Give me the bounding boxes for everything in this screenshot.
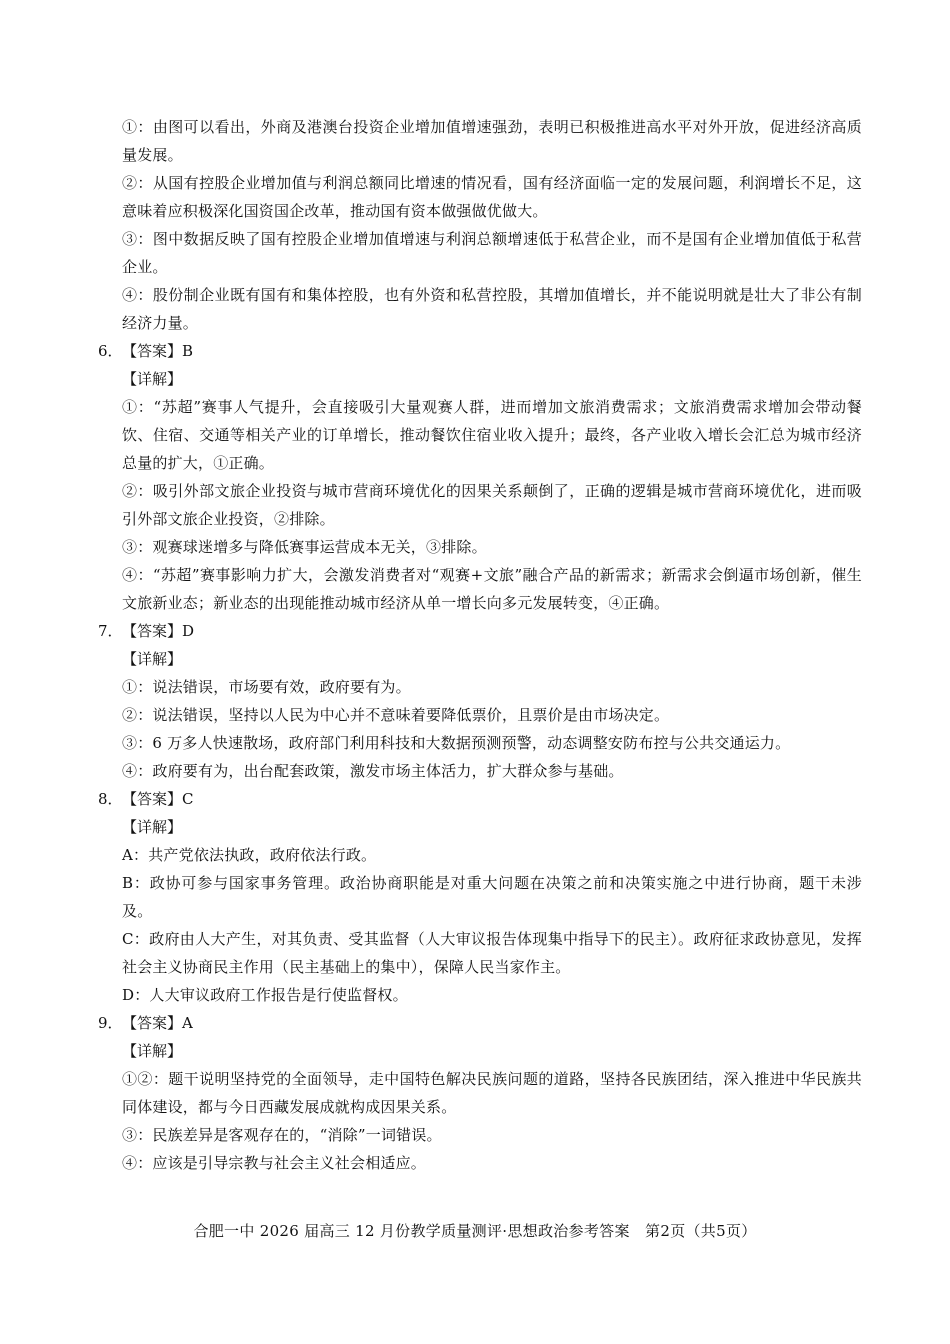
detail-label: 【详解】 xyxy=(122,818,183,836)
question-number: 6． xyxy=(98,342,123,360)
explanation-line: ③：民族差异是客观存在的，“消除”一词错误。 xyxy=(122,1126,442,1144)
question-number: 7． xyxy=(98,622,123,640)
explanation-line: ①：由图可以看出，外商及港澳台投资企业增加值增速强劲，表明已积极推进高水平对外开放，促进经济高质量发展。 xyxy=(122,118,862,164)
explanation-line: ①：说法错误，市场要有效，政府要有为。 xyxy=(122,678,411,696)
question-8 xyxy=(98,785,862,1009)
explanation-line: ②：从国有控股企业增加值与利润总额同比增速的情况看，国有经济面临一定的发展问题，利润增长不足，这意味着应积极深化国资国企改革，推动国有资本做强做优做大。 xyxy=(122,174,862,220)
explanation-line: ②：说法错误，坚持以人民为中心并不意味着要降低票价，且票价是由市场决定。 xyxy=(122,706,670,724)
question-9 xyxy=(98,1009,862,1177)
question-number: 8． xyxy=(98,790,123,808)
explanation-line: D：人大审议政府工作报告是行使监督权。 xyxy=(122,986,408,1004)
question-number: 9． xyxy=(98,1014,123,1032)
page-footer: 合肥一中 2026 届高三 12 月份教学质量测评·思想政治参考答案 第2页（共5页） xyxy=(193,1222,757,1240)
explanation-line: A：共产党依法执政，政府依法行政。 xyxy=(122,846,377,864)
explanation-line: ①②：题干说明坚持党的全面领导，走中国特色解决民族问题的道路，坚持各民族团结，深入推进中华民族共同体建设，都与今日西藏发展成就构成因果关系。 xyxy=(122,1070,862,1116)
explanation-line: ④：股份制企业既有国有和集体控股，也有外资和私营控股，其增加值增长，并不能说明就是壮大了非公有制经济力量。 xyxy=(122,286,862,332)
answer-label: 【答案】C xyxy=(122,790,194,808)
answer-label: 【答案】B xyxy=(122,342,194,360)
page-content xyxy=(98,113,862,1177)
explanation-line: ③：图中数据反映了国有控股企业增加值增速与利润总额增速低于私营企业，而不是国有企业增加值低于私营企业。 xyxy=(122,230,862,276)
explanation-line: ①：“苏超”赛事人气提升，会直接吸引大量观赛人群，进而增加文旅消费需求；文旅消费需求增加会带动餐饮、住宿、交通等相关产业的订单增长，推动餐饮住宿业收入提升；最终，各产业收入增长会汇总为城市经济总量的扩大，①正确。 xyxy=(122,398,862,472)
question-7 xyxy=(98,617,862,785)
detail-label: 【详解】 xyxy=(122,1042,183,1060)
answer-label: 【答案】D xyxy=(122,622,195,640)
explanation-line: B：政协可参与国家事务管理。政治协商职能是对重大问题在决策之前和决策实施之中进行协商，题干未涉及。 xyxy=(122,874,862,920)
explanation-line: ④：应该是引导宗教与社会主义社会相适应。 xyxy=(122,1154,427,1172)
explanation-line: C：政府由人大产生，对其负责、受其监督（人大审议报告体现集中指导下的民主）。政府征求政协意见，发挥社会主义协商民主作用（民主基础上的集中），保障人民当家作主。 xyxy=(122,930,862,976)
explanation-line: ③：观赛球迷增多与降低赛事运营成本无关，③排除。 xyxy=(122,538,487,556)
explanation-line: ④：政府要有为，出台配套政策，激发市场主体活力，扩大群众参与基础。 xyxy=(122,762,624,780)
answer-label: 【答案】A xyxy=(122,1014,193,1032)
explanation-line: ②：吸引外部文旅企业投资与城市营商环境优化的因果关系颠倒了，正确的逻辑是城市营商环境优化，进而吸引外部文旅企业投资，②排除。 xyxy=(122,482,862,528)
detail-label: 【详解】 xyxy=(122,650,183,668)
detail-label: 【详解】 xyxy=(122,370,183,388)
question-6 xyxy=(98,337,862,617)
explanation-line: ③：6 万多人快速散场，政府部门利用科技和大数据预测预警，动态调整安防布控与公共交通运力。 xyxy=(122,734,791,752)
intro-explanations xyxy=(122,113,862,337)
explanation-line: ④：“苏超”赛事影响力扩大，会激发消费者对“观赛+文旅”融合产品的新需求；新需求会倒逼市场创新，催生文旅新业态；新业态的出现能推动城市经济从单一增长向多元发展转变，④正确。 xyxy=(122,566,862,612)
